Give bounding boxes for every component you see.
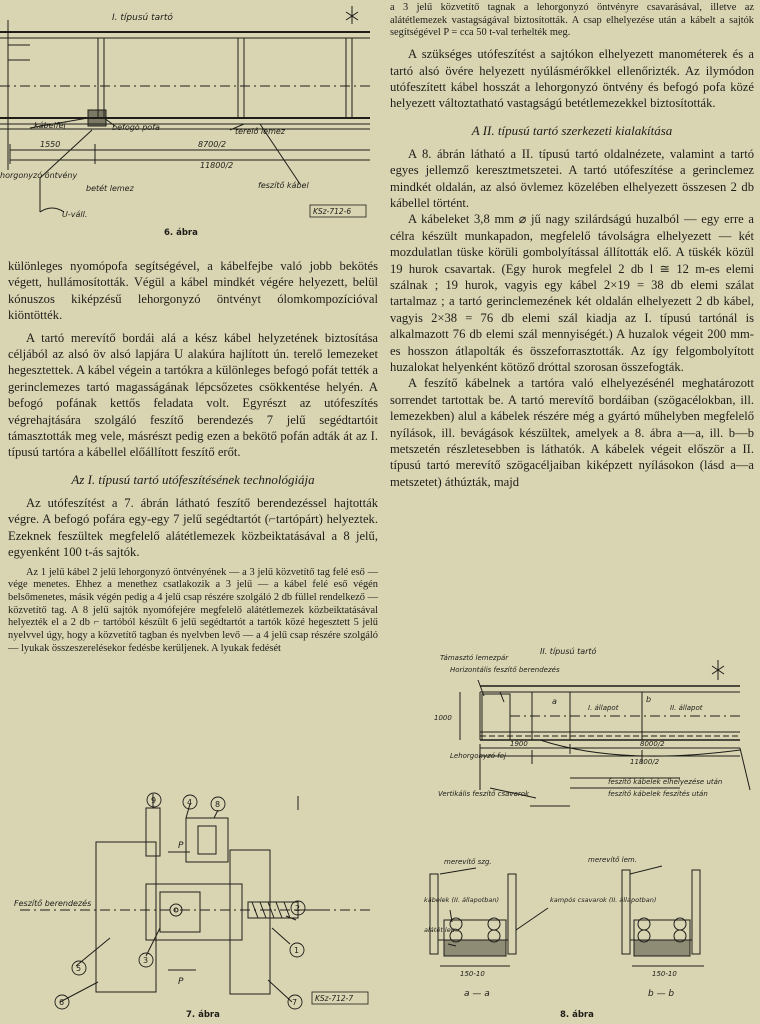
figure-8 (420, 640, 760, 1024)
figure-8-section-a: a — a (464, 989, 490, 999)
figure-8-label-alatet: alátét lem. (424, 926, 460, 934)
figure-8-label-tamaszto: Támasztó lemezpár (440, 654, 509, 662)
figure-8-dimension-1000: 1000 (434, 714, 452, 722)
right-paragraph-0: a 3 jelű közvetítő tagnak a lehorgonyzó öntvényre csavarásával, illetve az alátétlemezek vastagságával biztosították. A csap elhelyezése után a kábelt a sajtók segítségével P = cca 50 t-val terhelték meg. (390, 2, 754, 39)
figure-8-label-elhelyezes: feszítő kábelek elhelyezése után (608, 778, 723, 786)
left-paragraph-3: Az utófeszítést a 7. ábrán látható feszítő berendezéssel hajtották végre. A befogó pofára egy-egy 7 jelű segédtartót (⌐tartópárt) helyeztek. Ezeknek feszültek megfelelő alátétlemezek közbeiktatásával a 8 jelű, egyenként 100 t-ás sajtók. (8, 495, 378, 560)
figure-7-label-1: 1 (294, 946, 300, 955)
figure-7-label-5: 5 (76, 964, 82, 973)
figure-8-title: II. típusú tartó (540, 647, 597, 656)
figure-7-label-8: 8 (215, 800, 221, 809)
figure-6-drawing (0, 0, 380, 240)
figure-6-label-feszito-kabel: feszítő kábel (258, 181, 309, 190)
figure-7-label-2: 2 (295, 904, 301, 913)
right-paragraph-4: A feszítő kábelnek a tartóra való elhelyezésénél meghatározott sorrendet tartottak be. A tartó merevítő bordáiban (szögacélokban, ill. lemezekben) alul a kábelek részére még a gyártó műhelyben megfelelő nyílások, ill. bevágások készültek, amelyek a 8. ábra a—a, ill. b—b metszetén részletesebben is láthatók. A kábelek végeit először a II. típusú tartó merevítő szögacéljaiban kiképzett nyílásokon (lásd a—a metszetet) áthúzták, majd (390, 376, 754, 489)
figure-7-drawing (0, 788, 380, 1012)
figure-8-dimension-150-a: 150-10 (460, 970, 485, 978)
figure-7-reference: KSz-712-7 (315, 994, 354, 1003)
figure-6-dimension-8700: 8700/2 (198, 140, 227, 149)
figure-7-label-7: 7 (292, 998, 298, 1007)
left-paragraph-2: A tartó merevítő bordái alá a kész kábel helyzetének biztosítása céljából az alsó öv alsó lapjára U alakúra hajlított ún. terelő lemezeket hegesztettek. A kábel végein a tartókra a különleges befogó pofát tették a gerinclemezes tartó magasságának lépcsőzetes csökkentése helyén. A befogó pofának kettős feladata volt. Egyrészt az utófeszítés végrehajtására szolgáló feszítő berendezés 7 jelű segédtartóit támasztották meg vele, másrészt pedig ezen a bekötő pofán adták át az I. típusú tartóra a kábellel előállított feszítő erőt. (8, 330, 378, 460)
figure-6-label-kabelfej: kábelfej (34, 121, 66, 130)
left-column (8, 258, 378, 655)
figure-6-label-u-vall: U-váll. (62, 210, 88, 219)
figure-7-label-4: 4 (187, 798, 193, 807)
figure-8-label-merevito-szog: merevítő szg. (444, 858, 492, 866)
figure-7-label-6: 6 (59, 998, 65, 1007)
figure-7-label-p-top: P (178, 841, 184, 851)
figure-8-label-merevito-lem: merevítő lem. (588, 856, 637, 864)
right-paragraph-1: A szükséges utófeszítést a sajtókon elhelyezett manométerek és a tartó alsó övére helyezett nyúlásmérőkkel ellenőrizték. Az ilymódon utófeszített kábel hosszát a lehorgonyzó öntvény és befogó pofa közé helyezett változtatható vastagságú betétlemezekkel biztosították. (390, 47, 754, 111)
figure-7 (0, 788, 380, 1024)
figure-6-label-betet-lemez: betét lemez (86, 184, 134, 193)
left-section-heading: Az I. típusú tartó utófeszítésének technológiája (71, 471, 315, 487)
figure-8-label-vertikalis: Vertikális feszítő csavarok (438, 790, 530, 798)
figure-6-title: I. típusú tartó (112, 13, 173, 23)
figure-8-mark-b: b (646, 695, 652, 704)
figure-6-caption: 6. ábra (164, 228, 198, 238)
figure-8-label-kabelek: kábelek (II. állapotban) (424, 896, 500, 904)
figure-6-dimension-11800: 11800/2 (200, 161, 234, 170)
figure-8-label-kampos: kampós csavarok (II. állapotban) (550, 896, 657, 904)
figure-7-label-p-bottom: P (178, 977, 184, 987)
figure-6-label-befogo-pofa: befogó pofa (112, 123, 160, 132)
figure-7-label-3: 3 (143, 956, 149, 965)
figure-8-mark-a: a (552, 697, 557, 706)
figure-8-label-ii-allapot: II. állapot (670, 704, 703, 712)
figure-7-label-feszito-berendezes: Feszítő berendezés (14, 899, 92, 908)
figure-8-label-i-allapot: I. állapot (588, 704, 619, 712)
figure-8-caption: 8. ábra (560, 1010, 594, 1020)
figure-6-dimension-1550: 1550 (40, 140, 61, 149)
figure-8-label-feszites: feszítő kábelek feszítés után (608, 790, 708, 798)
figure-6-label-terelo-lemez: terelő lemez (235, 127, 285, 136)
figure-8-dimension-1900: 1900 (510, 740, 528, 748)
right-paragraph-3: A kábeleket 3,8 mm ⌀ jű nagy szilárdságú huzalból — egy erre a célra készült munkapadon, megfelelő távolságra elhelyezett — két mozdulatlan tüske körüli gombolyítással állították elő. A tüskék közül 19 hurok csavartak. (Egy hurok megfelel 2 db l ≅ 12 m-es elemi szálnak ; 19 hurok, vagyis egy kábel 2×19 = 38 db elemi szálat tartalmaz ; a tartó gerinclemezének két oldalán elhelyezett 2 db kábel, vagyis 2×38 = 76 db elemi szál kiadja az I. típusú tartónál is alkalmazott 76 db elemi szál mennyiségét.) A huzalok végeit 200 mm-es hosszon átlapolták és összeforrasztották. Az így felgombolyított huzalokat helyenként kötöző dróttal szorosan összefogták. (390, 212, 754, 375)
figure-8-dimension-8000: 8000/2 (640, 740, 665, 748)
figure-8-section-b: b — b (648, 989, 675, 999)
figure-7-label-9: 9 (151, 796, 157, 805)
figure-8-dimension-11800: 11800/2 (630, 758, 660, 766)
left-paragraph-4: Az 1 jelű kábel 2 jelű lehorgonyzó öntvényének — a 3 jelű közvetítő tag felé eső — vége menetes. Ehhez a menethez csatlakozik a 3 jelű — a kábel felé eső végén belsőmenetes, másik végén pedig a 4 jelű csap részére szolgáló 2 db füllel rendelkező — közvetítő tag. A 8 jelű sajtók nyomófejére megfelelő alátétlemezek közbeiktatásával helyezték el a 2 db ⌐ tartóból készült 6 jelű segédtartót a tartók közé hegesztett 5 jelű nyelvvel úgy, hogy a közvetítő tagban és nyelvben levő — a 4 jelű csap részére szolgáló — lyukak összeszerelésekor fedésbe kerüljenek. A lyukak fedését (8, 566, 378, 654)
figure-8-label-horizontalis: Horizontális feszítő berendezés (450, 666, 560, 674)
left-paragraph-1: különleges nyomópofa segítségével, a kábelfejbe való jobb bekötés végett, hullámosították. Végül a kábel mindkét végére helyezett, belül kónuszos kiképzésű lehorgonyzó öntvényt ólomkompozícióval kiöntötték. (8, 259, 378, 323)
figure-7-caption: 7. ábra (186, 1010, 220, 1020)
figure-6 (0, 0, 380, 240)
right-column (390, 2, 754, 490)
figure-8-label-lehorgonyzo-fej: Lehorgonyzó fej (450, 752, 507, 760)
figure-8-dimension-150-b: 150-10 (652, 970, 677, 978)
right-section-heading: A II. típusú tartó szerkezeti kialakítása (471, 122, 673, 138)
figure-6-reference: KSz-712-6 (313, 207, 352, 216)
right-paragraph-2: A 8. ábrán látható a II. típusú tartó oldalnézete, valamint a tartó egyes jellemző keresztmetszetei. A tartó utófeszítése a gerinclemez mindkét oldalán, az alsó övlemez közelében elhelyezett összesen 2 db kábellel történt. (390, 146, 754, 210)
figure-8-drawing (420, 640, 760, 1012)
figure-6-label-lehorgonyzo: horgonyzó öntvény (0, 171, 78, 180)
